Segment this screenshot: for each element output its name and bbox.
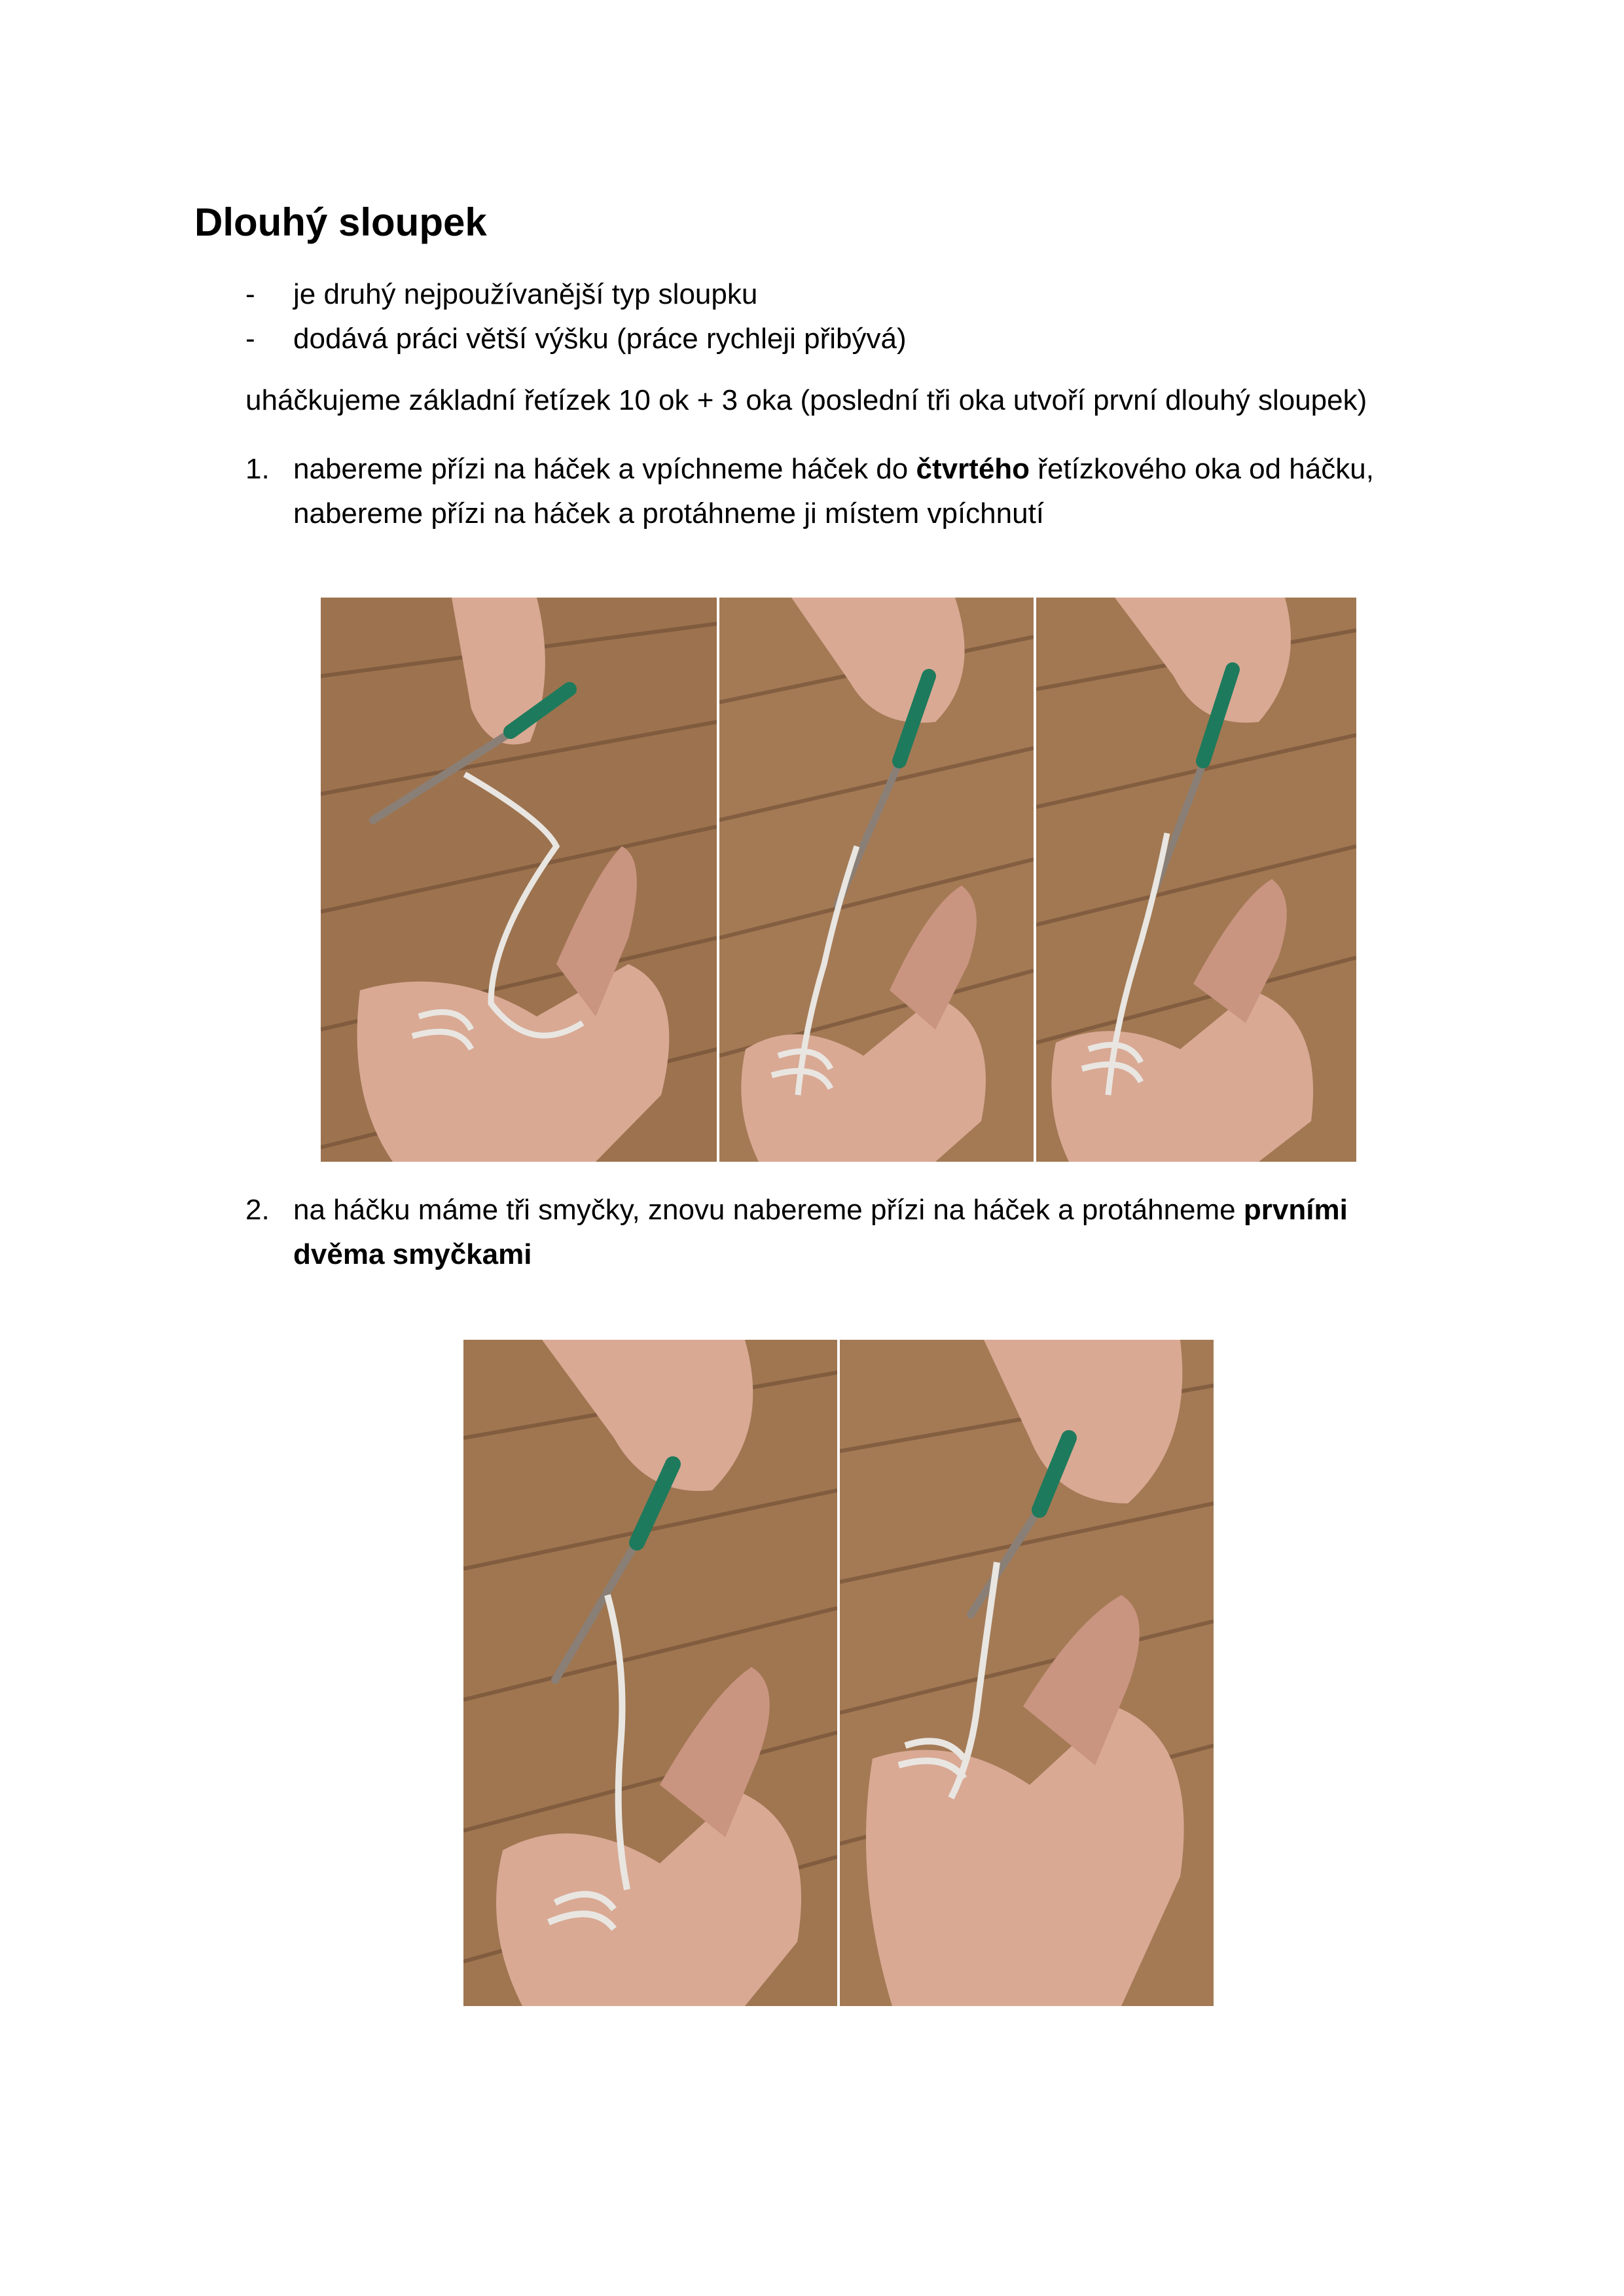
crochet-photo-image [1036,598,1356,1162]
step-text [293,1188,1471,1277]
step-2 [245,1188,1471,1277]
emphasis: čtvrtého [916,453,1030,485]
bullet-text: dodává práci větší výšku (práce rychleji přibývá) [293,323,907,355]
crochet-photo-image [321,598,717,1162]
photo [840,1340,1214,2006]
photo-strip-step-2 [463,1340,1214,2006]
emphasis: prvními [1243,1194,1348,1226]
step-text [293,447,1471,536]
step-number: 2. [245,1194,270,1226]
photo [463,1340,837,2006]
bullet-marker: - [245,278,255,310]
step-1 [245,447,1471,536]
bullet-item [245,272,757,317]
crochet-photo-image [463,1340,837,2006]
crochet-photo-image [840,1340,1214,2006]
photo-strip-step-1 [321,598,1356,1162]
photo [1036,598,1356,1162]
step-line-1: na háčku máme tři smyčky, znovu nabereme přízi na háček a protáhneme prvními [293,1194,1348,1226]
crochet-photo-image [719,598,1034,1162]
page-title: Dlouhý sloupek [194,200,487,244]
intro-paragraph: uháčkujeme základní řetízek 10 ok + 3 oka (poslední tři oka utvoří první dlouhý sloupek) [245,384,1367,416]
step-line-1: nabereme přízi na háček a vpíchneme háček do čtvrtého řetízkového oka od háčku, [293,453,1374,485]
photo [719,598,1034,1162]
photo [321,598,717,1162]
bullet-item [245,317,907,361]
bullet-marker: - [245,323,255,355]
step-line-2 [293,1232,1471,1277]
step-line-2: nabereme přízi na háček a protáhneme ji místem vpíchnutí [293,497,1045,529]
step-number: 1. [245,453,270,485]
emphasis: dvěma smyčkami [293,1238,532,1270]
bullet-text: je druhý nejpoužívanější typ sloupku [293,278,758,310]
